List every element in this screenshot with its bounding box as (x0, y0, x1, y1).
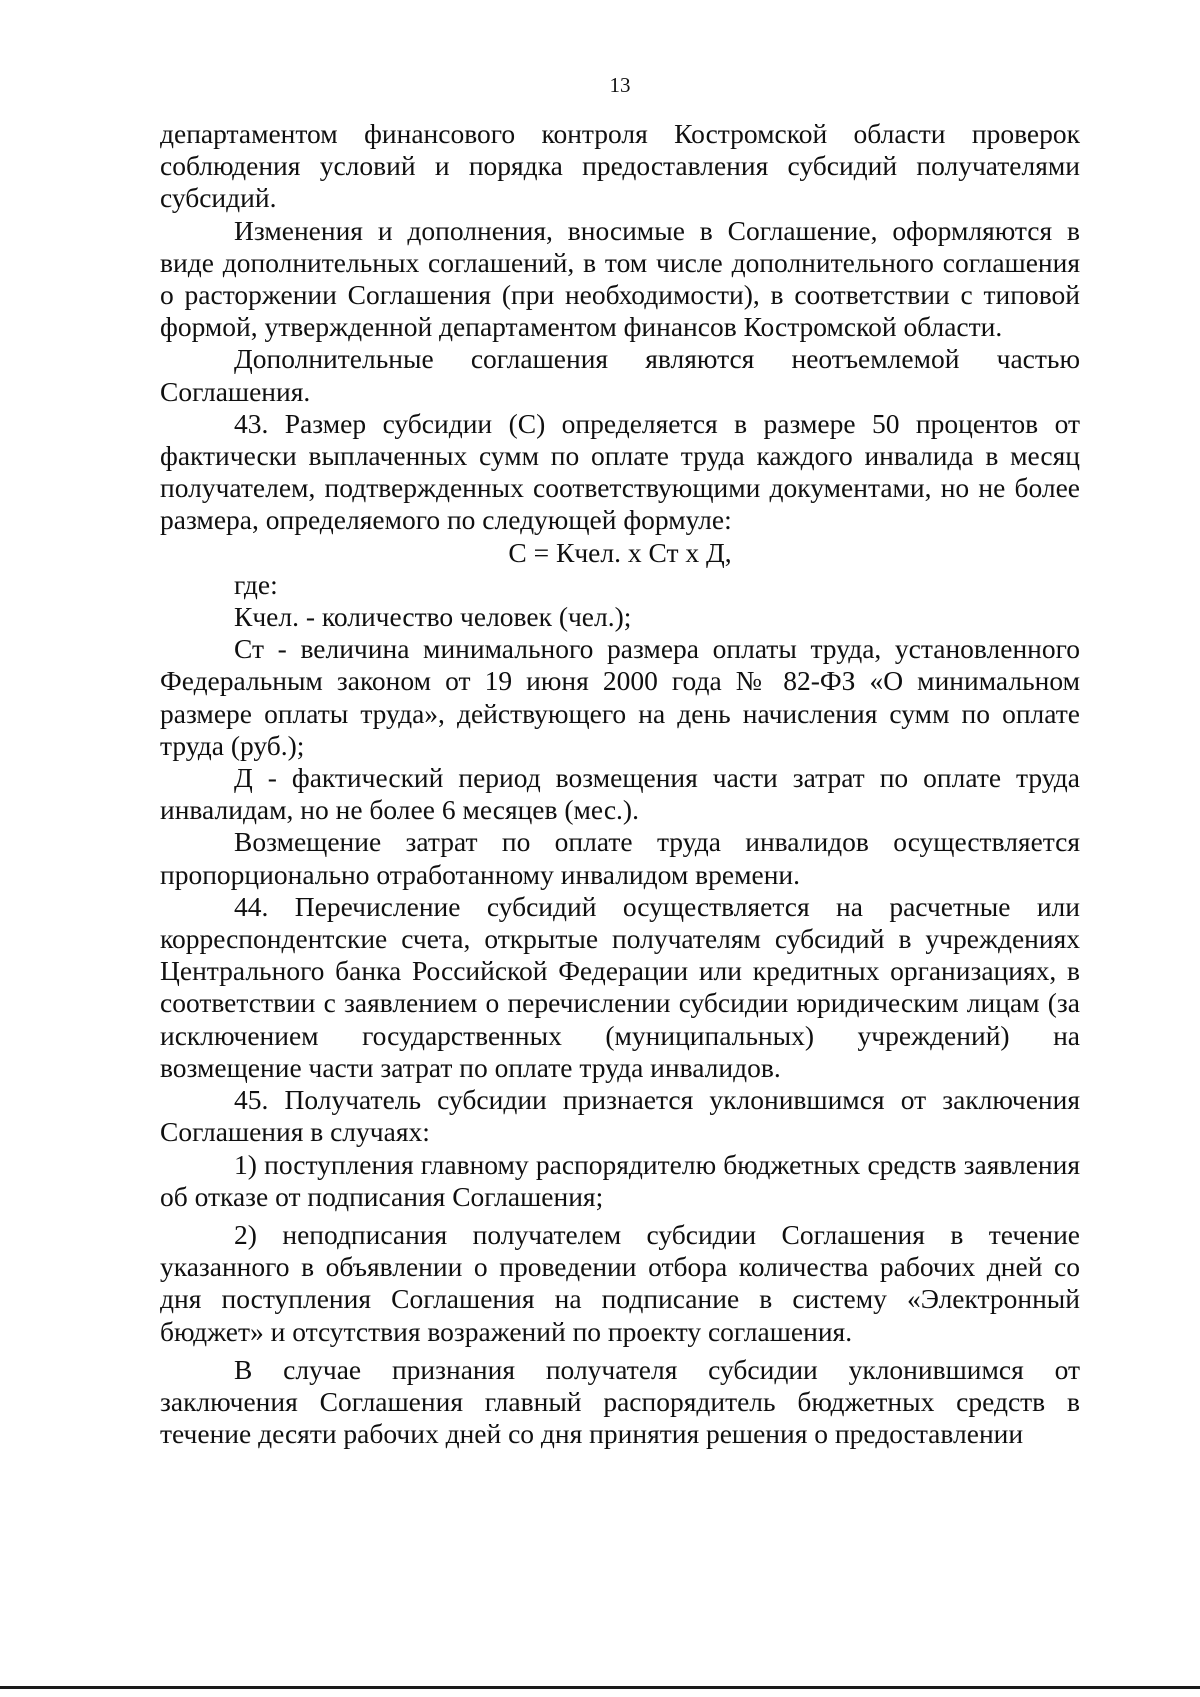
paragraph-continuation: департаментом финансового контроля Костромской области проверок соблюдения условий и порядка предоставления субсидий получателями субсидий. (160, 118, 1080, 214)
page-bottom-edge (0, 1686, 1200, 1689)
document-body (160, 118, 1080, 1450)
paragraph-reimbursement: Возмещение затрат по оплате труда инвалидов осуществляется пропорционально отработанному инвалидом времени. (160, 826, 1080, 890)
formula-term-st: Ст - величина минимального размера оплаты труда, установленного Федеральным законом от 19 июня 2000 года № 82-ФЗ «О минимальном размере оплаты труда», действующего на день начисления сумм по оплате труда (руб.); (160, 633, 1080, 761)
case-item-1: 1) поступления главному распорядителю бюджетных средств заявления об отказе от подписания Соглашения; (160, 1148, 1080, 1212)
paragraph-additional-agreements: Дополнительные соглашения являются неотъемлемой частью Соглашения. (160, 343, 1080, 407)
paragraph-evasion: В случае признания получателя субсидии уклонившимся от заключения Соглашения главный распорядитель бюджетных средств в течение десяти рабочих дней со дня принятия решения о предоставлении (160, 1353, 1080, 1450)
paragraph-45: 45. Получатель субсидии признается уклонившимся от заключения Соглашения в случаях: (160, 1084, 1080, 1148)
paragraph-44: 44. Перечисление субсидий осуществляется на расчетные или корреспондентские счета, открытые получателям субсидий в учреждениях Центрального банка Российской Федерации или кредитных организациях, в соответствии с заявлением о перечислении субсидии юридическим лицам (за исключением государственных (муниципальных) учреждений) на возмещение части затрат по оплате труда инвалидов. (160, 890, 1080, 1083)
paragraph-43: 43. Размер субсидии (С) определяется в размере 50 процентов от фактически выплаченных сумм по оплате труда каждого инвалида в месяц получателем, подтвержденных соответствующими документами, но не более размера, определяемого по следующей формуле: (160, 407, 1080, 536)
case-item-2: 2) неподписания получателем субсидии Соглашения в течение указанного в объявлении о проведении отбора количества рабочих дней со дня поступления Соглашения на подписание в систему «Электронный бюджет» и отсутствия возражений по проекту соглашения. (160, 1218, 1080, 1347)
page-number: 13 (609, 73, 631, 97)
formula-where: где: (234, 568, 278, 600)
formula-term-d: Д - фактический период возмещения части затрат по оплате труда инвалидам, но не более 6 месяцев (мес.). (160, 762, 1080, 826)
formula-term-kchel: Кчел. - количество человек (чел.); (234, 601, 632, 633)
subsidy-formula: С = Кчел. х Ст х Д, (508, 536, 732, 568)
paragraph-amendments: Изменения и дополнения, вносимые в Соглашение, оформляются в виде дополнительных соглашений, в том числе дополнительного соглашения о расторжении Соглашения (при необходимости), в соответствии с типовой формой, утвержденной департаментом финансов Костромской области. (160, 214, 1080, 343)
